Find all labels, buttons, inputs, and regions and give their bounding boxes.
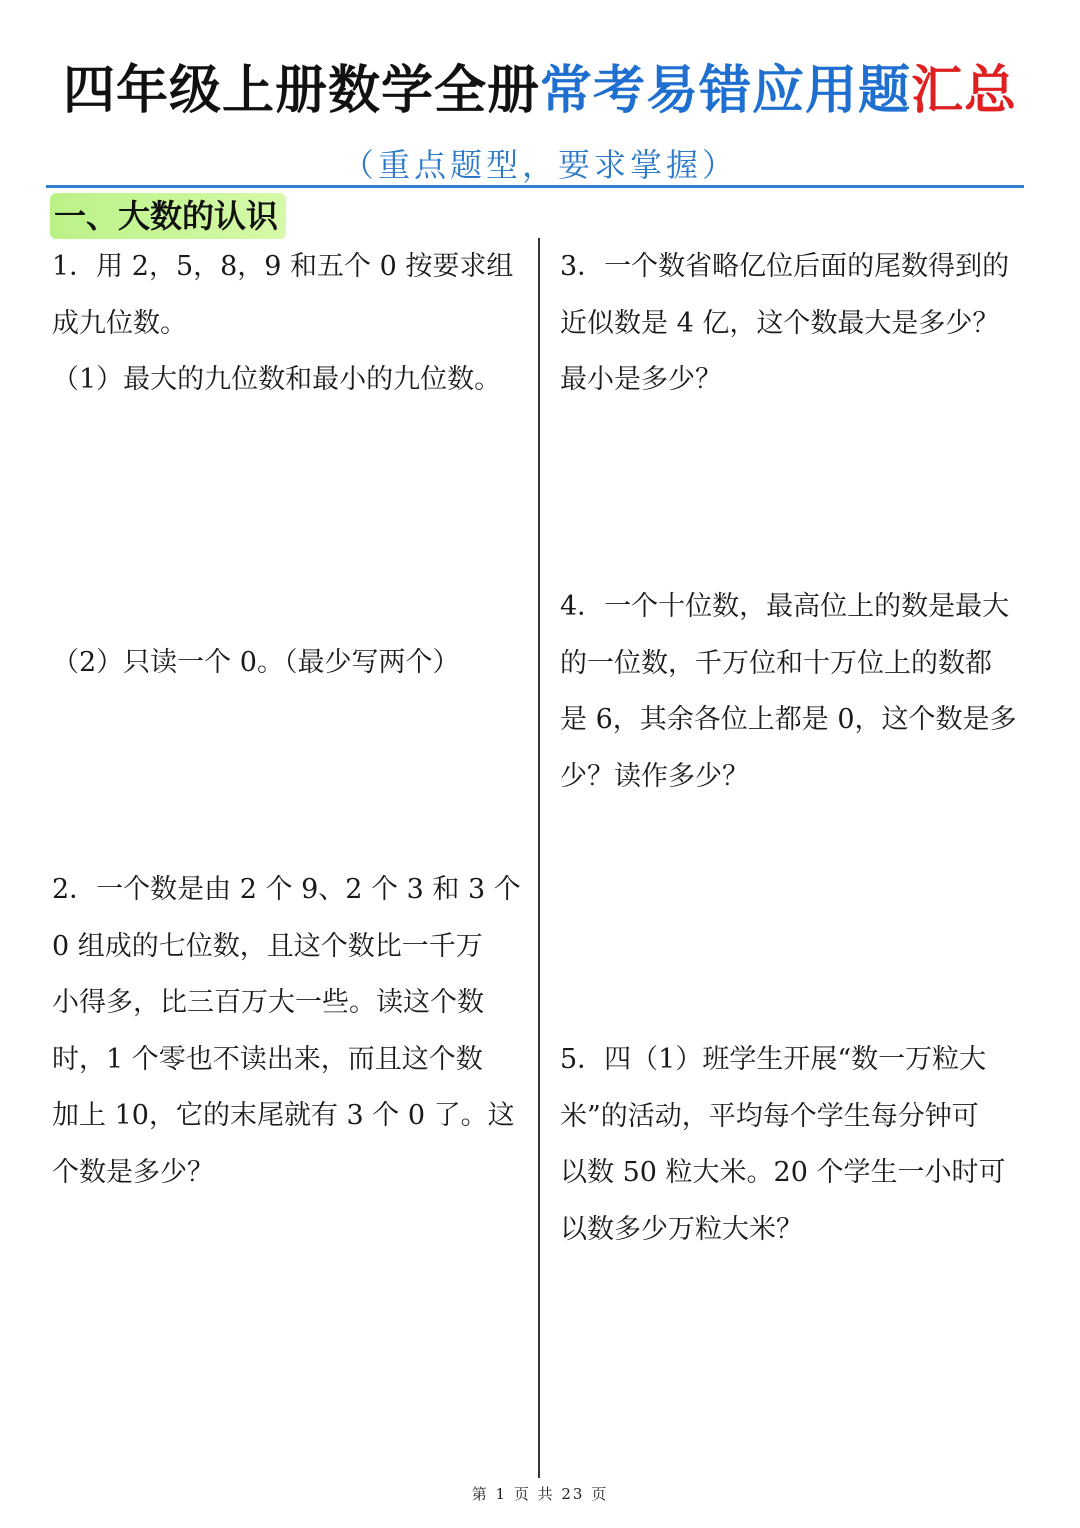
column-divider (538, 238, 540, 1478)
question-1-line-1: 1．用 2，5，8，9 和五个 0 按要求组 (52, 251, 514, 282)
question-5-line-4: 以数多少万粒大米？ (560, 1213, 803, 1245)
question-2-line-2: 0 组成的七位数，且这个数比一千万 (52, 930, 483, 962)
question-3-line-2: 近似数是 4 亿，这个数最大是多少？ (560, 307, 1000, 339)
question-3-line-3: 最小是多少？ (560, 364, 722, 395)
page-footer: 第 1 页 共 23 页 (471, 1485, 609, 1503)
question-4-line-1: 4．一个十位数，最高位上的数是最大 (560, 591, 1010, 622)
question-4-line-2: 的一位数，千万位和十万位上的数都 (560, 647, 992, 679)
page-title (0, 48, 1080, 123)
question-2-line-4: 时，1 个零也不读出来，而且这个数 (52, 1043, 483, 1075)
question-5-line-3: 以数 50 粒大米。20 个学生一小时可 (560, 1157, 1006, 1188)
question-2-line-6: 个数是多少？ (52, 1156, 214, 1188)
question-1-sub-2: （2）只读一个 0。（最少写两个） (52, 647, 460, 678)
question-5 (560, 1032, 1005, 1258)
question-5-line-1: 5．四（1）班学生开展“数一万粒大 (560, 1044, 987, 1075)
title-part-black: 四年级上册数学全册 (62, 61, 540, 121)
question-1-part-2 (52, 635, 459, 692)
question-2 (52, 862, 521, 1201)
question-4-line-4: 少？读作多少？ (560, 760, 749, 792)
question-2-line-1: 2．一个数是由 2 个 9、2 个 3 和 3 个 (52, 874, 521, 905)
question-4 (560, 579, 1017, 805)
section-heading: 一、大数的认识 (50, 193, 286, 239)
title-part-blue: 常考易错应用题 (539, 61, 911, 121)
question-2-line-5: 加上 10，它的末尾就有 3 个 0 了。这 (52, 1100, 515, 1131)
question-1 (52, 239, 513, 409)
question-3 (560, 239, 1009, 409)
page-subtitle: （重点题型，要求掌握） (341, 146, 738, 184)
question-4-line-3: 是 6，其余各位上都是 0，这个数是多 (560, 704, 1017, 735)
title-divider (46, 185, 1024, 188)
question-1-line-2: 成九位数。 (52, 307, 187, 339)
title-part-red: 汇总 (911, 61, 1018, 121)
question-3-line-1: 3．一个数省略亿位后面的尾数得到的 (560, 251, 1010, 282)
question-2-line-3: 小得多，比三百万大一些。读这个数 (52, 987, 484, 1018)
question-1-sub-1: （1）最大的九位数和最小的九位数。 (52, 364, 502, 395)
question-5-line-2: 米”的活动，平均每个学生每分钟可 (560, 1100, 979, 1132)
